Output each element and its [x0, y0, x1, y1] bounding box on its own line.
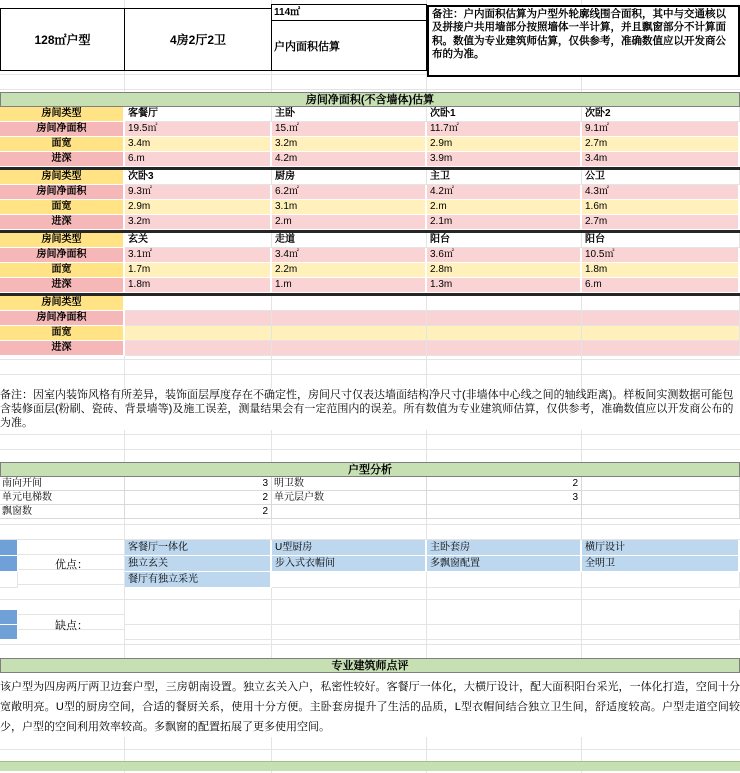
table-row	[0, 263, 740, 278]
row-label-cell: 进深	[0, 215, 125, 230]
table-row	[0, 233, 740, 248]
empty-marker	[0, 572, 18, 588]
pros-empty-cell	[272, 572, 427, 588]
analysis-row	[0, 491, 740, 505]
room-area-cell: 4.2㎡	[427, 185, 582, 200]
header-block	[0, 0, 740, 78]
table-row	[0, 215, 740, 230]
pros-item: 多飘窗配置	[427, 556, 582, 572]
room-area-cell: 11.7㎡	[427, 122, 582, 137]
pros-item: 主卧套房	[427, 540, 582, 556]
cons-empty-cell	[427, 610, 582, 625]
pros-empty-cell	[427, 572, 582, 588]
blue-marker	[0, 625, 18, 640]
blue-marker	[0, 540, 18, 556]
cons-empty-cell	[125, 610, 272, 625]
analysis-label: 明卫数	[272, 477, 427, 491]
room-area-cell: 3.1㎡	[125, 248, 272, 263]
cons-empty-cell	[272, 610, 427, 625]
table-row	[0, 122, 740, 137]
table-row	[0, 248, 740, 263]
table-row	[0, 185, 740, 200]
pros-item: U型厨房	[272, 540, 427, 556]
analysis-value: 2	[427, 477, 582, 491]
row-label-cell: 房间净面积	[0, 185, 125, 200]
review-title: 专业建筑师点评	[0, 658, 740, 673]
room-area-cell: 3.4㎡	[272, 248, 427, 263]
analysis-value	[427, 505, 582, 519]
room-type-cell	[272, 296, 427, 311]
room-type-cell: 次卧3	[125, 170, 272, 185]
table-row	[0, 152, 740, 167]
pros-item: 全明卫	[582, 556, 740, 572]
room-width-cell	[427, 326, 582, 341]
row-label-cell: 面宽	[0, 326, 125, 341]
room-depth-cell: 3.2m	[125, 215, 272, 230]
room-depth-cell: 4.2m	[272, 152, 427, 167]
room-area-cell	[427, 311, 582, 326]
blue-marker	[0, 610, 18, 625]
cons-empty-cell	[582, 610, 740, 625]
room-type-cell: 次卧1	[427, 107, 582, 122]
table-row	[0, 200, 740, 215]
room-area-cell: 15.㎡	[272, 122, 427, 137]
room-depth-cell: 1.8m	[125, 278, 272, 293]
room-area-cell	[582, 311, 740, 326]
row-label-cell: 房间类型	[0, 170, 125, 185]
table-row	[0, 296, 740, 311]
table-row	[0, 107, 740, 122]
room-area-cell: 9.1㎡	[582, 122, 740, 137]
analysis-empty-cell	[582, 477, 740, 491]
analysis-label: 单元层户数	[272, 491, 427, 505]
room-width-cell	[125, 326, 272, 341]
pros-empty-cell	[582, 572, 740, 588]
table-row	[0, 278, 740, 293]
room-depth-cell	[582, 341, 740, 356]
unit-layout-cell: 4房2厅2卫	[124, 8, 272, 71]
row-label-cell: 房间类型	[0, 233, 125, 248]
room-type-cell	[582, 296, 740, 311]
analysis-label	[272, 505, 427, 519]
room-area-cell: 3.6㎡	[427, 248, 582, 263]
blue-marker	[0, 556, 18, 572]
room-depth-cell: 6.m	[125, 152, 272, 167]
room-width-cell: 3.1m	[272, 200, 427, 215]
analysis-empty-cell	[582, 491, 740, 505]
area-table-title: 房间净面积(不含墙体)估算	[0, 92, 740, 107]
row-label-cell: 面宽	[0, 137, 125, 152]
room-depth-cell	[427, 341, 582, 356]
analysis-label: 单元电梯数	[0, 491, 125, 505]
unit-size-cell: 128㎡户型	[0, 8, 125, 71]
room-depth-cell: 6.m	[582, 278, 740, 293]
room-area-cell: 4.3㎡	[582, 185, 740, 200]
table-row	[0, 326, 740, 341]
room-width-cell: 2.8m	[427, 263, 582, 278]
room-area-cell	[125, 311, 272, 326]
room-type-cell: 客餐厅	[125, 107, 272, 122]
inner-area-value-cell: 114㎡	[271, 4, 427, 21]
room-depth-cell: 3.4m	[582, 152, 740, 167]
room-depth-cell: 2.m	[272, 215, 427, 230]
room-type-cell	[125, 296, 272, 311]
room-width-cell: 1.8m	[582, 263, 740, 278]
review-text: 该户型为四房两厅两卫边套户型，三房朝南设置。独立玄关入户，私密性较好。客餐厅一体化，大横厅设计，配大面积阳台采光，一体化打造，空间十分宽敞明亮。U型的厨房空间，合适的餐厨关系，使用十分方便。主卧套房提升了生活的品质，L型衣帽间结合独立卫生间，舒适度较高。户型走道空间较少，户型的空间利用效率较高。多飘窗的配置拓展了更多使用空间。	[0, 673, 740, 737]
room-width-cell: 3.4m	[125, 137, 272, 152]
row-label-cell: 进深	[0, 341, 125, 356]
analysis-empty-cell	[582, 505, 740, 519]
analysis-table	[0, 462, 740, 519]
room-width-cell: 2.2m	[272, 263, 427, 278]
room-type-cell	[427, 296, 582, 311]
room-width-cell	[582, 326, 740, 341]
pros-item: 餐厅有独立采光	[125, 572, 272, 588]
room-type-cell: 阳台	[582, 233, 740, 248]
architect-review	[0, 658, 740, 737]
pros-item: 横厅设计	[582, 540, 740, 556]
table-footnote: 备注：因室内装饰风格有所差异，装饰面层厚度存在不确定性，房间尺寸仅表达墙面结构净尺寸(非墙体中心线之间的轴线距离)。样板间实测数据可能包含装修面层(粉刷、瓷砖、背景墙等)及施工误差，测量结果会有一定范围内的误差。所有数值为专业建筑师估算，仅供参考，准确数值应以开发商公布的为准。	[0, 388, 740, 430]
bottom-green-strip	[0, 761, 740, 771]
room-width-cell: 1.7m	[125, 263, 272, 278]
row-label-cell: 面宽	[0, 200, 125, 215]
room-type-cell: 次卧2	[582, 107, 740, 122]
cons-empty-cell	[582, 625, 740, 640]
room-type-cell: 厨房	[272, 170, 427, 185]
table-row	[0, 311, 740, 326]
row-label-cell: 房间净面积	[0, 311, 125, 326]
room-depth-cell: 3.9m	[427, 152, 582, 167]
room-depth-cell: 1.m	[272, 278, 427, 293]
room-type-cell: 走道	[272, 233, 427, 248]
room-width-cell: 1.6m	[582, 200, 740, 215]
pros-item: 独立玄关	[125, 556, 272, 572]
room-area-cell: 6.2㎡	[272, 185, 427, 200]
analysis-row	[0, 505, 740, 519]
room-depth-cell	[272, 341, 427, 356]
row-label-cell: 进深	[0, 278, 125, 293]
analysis-label: 南向开间	[0, 477, 125, 491]
cons-empty-cell	[427, 625, 582, 640]
analysis-label: 飘窗数	[0, 505, 125, 519]
area-note-box: 备注：户内面积估算为户型外轮廓线围合面积，其中与交通核以及拼接户共用墙部分按照墙体一半计算，并且飘窗部分不计算面积。数值为专业建筑师估算，仅供参考，准确数值应以开发商公布的为准。	[427, 5, 740, 77]
room-depth-cell	[125, 341, 272, 356]
analysis-value: 3	[427, 491, 582, 505]
room-width-cell: 2.7m	[582, 137, 740, 152]
row-label-cell: 面宽	[0, 263, 125, 278]
room-depth-cell: 2.7m	[582, 215, 740, 230]
cons-empty-cell	[272, 625, 427, 640]
analysis-value: 2	[125, 491, 272, 505]
room-type-cell: 公卫	[582, 170, 740, 185]
room-type-cell: 玄关	[125, 233, 272, 248]
table-row	[0, 170, 740, 185]
room-depth-cell: 2.1m	[427, 215, 582, 230]
row-label-cell: 房间净面积	[0, 122, 125, 137]
room-type-cell: 阳台	[427, 233, 582, 248]
cons-block	[0, 610, 740, 640]
inner-area-title-cell: 户内面积估算	[271, 20, 427, 71]
table-row	[0, 341, 740, 356]
room-depth-cell: 1.3m	[427, 278, 582, 293]
analysis-title: 户型分析	[0, 462, 740, 477]
room-width-cell: 2.9m	[125, 200, 272, 215]
room-width-cell: 2.9m	[427, 137, 582, 152]
row-label-cell: 房间类型	[0, 296, 125, 311]
room-area-cell: 9.3㎡	[125, 185, 272, 200]
row-label-cell: 房间类型	[0, 107, 125, 122]
room-width-cell	[272, 326, 427, 341]
pros-item: 步入式衣帽间	[272, 556, 427, 572]
row-label-cell: 房间净面积	[0, 248, 125, 263]
room-area-table	[0, 92, 740, 356]
cons-label: 缺点：	[55, 620, 88, 632]
pros-block	[0, 540, 740, 588]
analysis-row	[0, 477, 740, 491]
row-label-cell: 进深	[0, 152, 125, 167]
room-type-cell: 主卧	[272, 107, 427, 122]
room-area-cell	[272, 311, 427, 326]
room-area-cell: 19.5㎡	[125, 122, 272, 137]
analysis-value: 3	[125, 477, 272, 491]
room-width-cell: 3.2m	[272, 137, 427, 152]
room-type-cell: 主卫	[427, 170, 582, 185]
room-width-cell: 2.m	[427, 200, 582, 215]
table-row	[0, 137, 740, 152]
room-area-cell: 10.5㎡	[582, 248, 740, 263]
cons-empty-cell	[125, 625, 272, 640]
pros-label: 优点：	[55, 559, 88, 571]
analysis-value: 2	[125, 505, 272, 519]
pros-item: 客餐厅一体化	[125, 540, 272, 556]
